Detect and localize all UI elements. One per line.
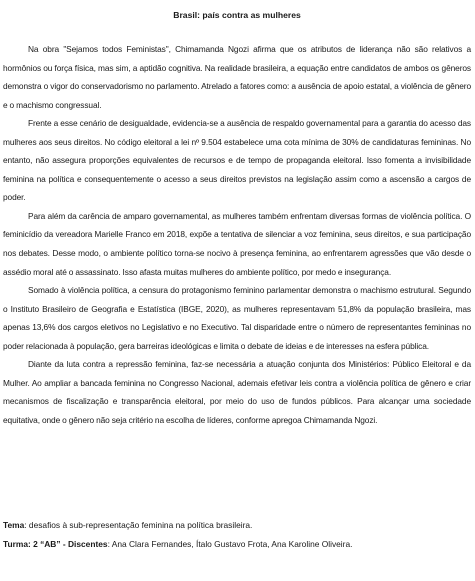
paragraph-1: Na obra "Sejamos todos Feministas", Chimamanda Ngozi afirma que os atributos de liderança não são relativos a hormônios ou força física, mas sim, a aptidão cognitiva. Na realidade brasileira, a equação entre candidatos de ambos os gêneros demonstra o vigor do conservadorismo no parlamento. Atrelado a fatores como: a ausência de apoio estatal, a violência de gênero e o machismo congressual. bbox=[3, 44, 471, 110]
class-line bbox=[3, 539, 471, 550]
paragraph-4: Somado à violência política, a censura do protagonismo feminino parlamentar demonstra o machismo estrutural. Segundo o Instituto Brasileiro de Geografia e Estatística (IBGE, 2020), as mulheres representavam 51,8% da população brasileira, mas apenas 13,6% dos cargos eletivos no Legislativo e no Executivo. Tal disparidade entre o número de representantes femininas no poder relacionada à população, gera barreiras ideológicas e limita o debate de ideias e de interesses na esfera pública. bbox=[3, 285, 471, 351]
document-title: Brasil: país contra as mulheres bbox=[173, 10, 301, 20]
paragraph-5: Diante da luta contra a repressão feminina, faz-se necessária a atuação conjunta dos Ministérios: Público Eleitoral e da Mulher. Ao ampliar a bancada feminina no Congresso Nacional, ademais efetivar leis contra a violência política de gênero e criar mecanismos de fiscalização e transparência eleitoral, por meio do uso de fundos públicos. Para alcançar uma sociedade equitativa, onde o gênero não seja critério na escolha de líderes, conforme apregoa Chimamanda Ngozi. bbox=[3, 359, 471, 425]
document-page bbox=[3, 0, 471, 581]
class-label: Turma: 2 “AB” - Discentes bbox=[3, 539, 108, 549]
theme-line bbox=[3, 520, 471, 531]
theme-label: Tema bbox=[3, 520, 25, 530]
essay-body bbox=[3, 40, 471, 429]
class-text: : Ana Clara Fernandes, Ítalo Gustavo Frota, Ana Karoline Oliveira. bbox=[107, 539, 353, 549]
theme-text: : desafios à sub-representação feminina na política brasileira. bbox=[24, 520, 253, 530]
paragraph-2: Frente a esse cenário de desigualdade, evidencia-se a ausência de respaldo governamental para a garantia do acesso das mulheres aos seus direitos. No código eleitoral a lei nº 9.504 estabelece uma cota mínima de 30% de candidaturas femininas. No entanto, não assegura proporções equivalentes de recursos e de tempo de propaganda eleitoral. Isso fomenta a invisibilidade feminina na política e consequentemente o acesso a seus direitos previstos na legislação assim como a ascensão a cargos de poder. bbox=[3, 118, 471, 203]
paragraph-3: Para além da carência de amparo governamental, as mulheres também enfrentam diversas formas de violência política. O feminicídio da vereadora Marielle Franco em 2018, expõe a tentativa de silenciar a voz feminina, seus direitos, e sua participação nos debates. Desse modo, o ambiente político torna-se nocivo à presença feminina, ao enfrentarem agressões que vão desde o assédio moral até o assassinato. Isso afasta muitas mulheres do ambiente político, por medo e insegurança. bbox=[3, 210, 471, 277]
